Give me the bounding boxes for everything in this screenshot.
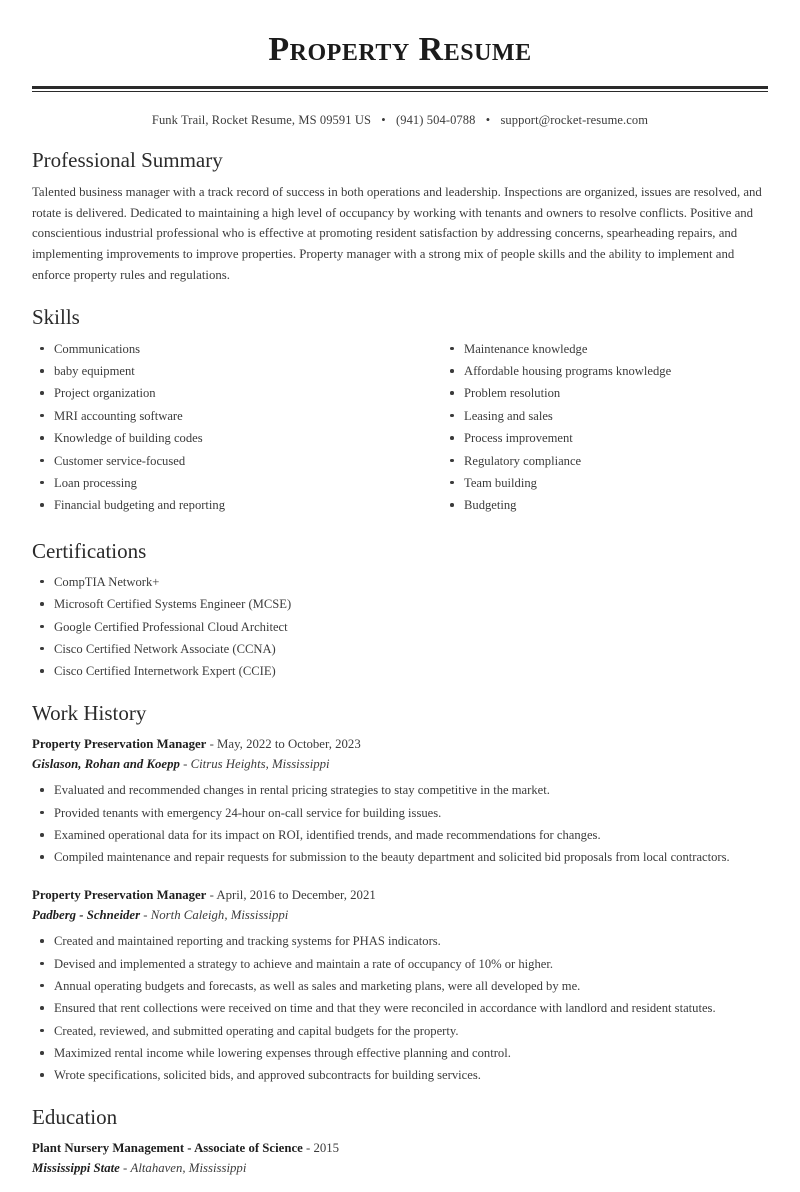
list-item: Microsoft Certified Systems Engineer (MCSE) bbox=[32, 595, 768, 613]
list-item: Created and maintained reporting and tracking systems for PHAS indicators. bbox=[32, 932, 768, 950]
skills-list-left bbox=[32, 340, 400, 515]
job-company-line bbox=[32, 755, 768, 774]
education-school: Mississippi State bbox=[32, 1161, 120, 1176]
section-heading-summary: Professional Summary bbox=[32, 147, 223, 172]
list-item: Google Certified Professional Cloud Architect bbox=[32, 618, 768, 636]
list-item: Wrote specifications, solicited bids, and approved subcontracts for building services. bbox=[32, 1066, 768, 1084]
list-item: Compiled maintenance and repair requests for submission to the beauty department and solicited bid proposals from local contractors. bbox=[32, 848, 768, 866]
section-heading-work-history: Work History bbox=[32, 700, 147, 725]
job-bullets bbox=[32, 932, 768, 1085]
job-bullets bbox=[32, 781, 768, 867]
certifications-list bbox=[32, 573, 768, 681]
list-item: Customer service-focused bbox=[32, 452, 400, 470]
resume-page bbox=[0, 32, 800, 1192]
summary-text: Talented business manager with a track record of success in both operations and leadership. Inspections are organized, issues are resolved, and rotate is delivered. Dedicated to maintaining a high level of occupancy by working with tenants and owners to resolve conflicts. Positive and conscientious industrial professional who is effective at promoting resident satisfaction by addressing concerns, spearheading repairs, and implementing improvements to improve properties. Property manager with a strong mix of people skills and the ability to implement and enforce property rules and regulations. bbox=[32, 184, 762, 282]
education-degree-line bbox=[32, 1139, 768, 1158]
list-item: Regulatory compliance bbox=[442, 452, 768, 470]
list-item: Evaluated and recommended changes in rental pricing strategies to stay competitive in the market. bbox=[32, 781, 768, 799]
section-work-history bbox=[32, 701, 768, 1085]
list-item: Budgeting bbox=[442, 496, 768, 514]
list-item: baby equipment bbox=[32, 362, 400, 380]
education-degree: Plant Nursery Management - Associate of Science bbox=[32, 1140, 303, 1155]
section-professional-summary bbox=[32, 148, 768, 286]
resume-title: Property Resume bbox=[268, 31, 532, 68]
contact-address: Funk Trail, Rocket Resume, MS 09591 US bbox=[151, 112, 372, 127]
job-location: Citrus Heights, Mississippi bbox=[190, 757, 330, 772]
education-year: 2015 bbox=[313, 1140, 340, 1155]
skills-column-right bbox=[400, 340, 768, 519]
list-item: CompTIA Network+ bbox=[32, 573, 768, 591]
list-item: Examined operational data for its impact on ROI, identified trends, and made recommendations for changes. bbox=[32, 826, 768, 844]
skills-column-left bbox=[32, 340, 400, 519]
work-history-entry bbox=[32, 886, 768, 1085]
list-item: Project organization bbox=[32, 384, 400, 402]
list-item: Cisco Certified Network Associate (CCNA) bbox=[32, 640, 768, 658]
job-company: Padberg - Schneider bbox=[32, 907, 141, 922]
job-company-dash: - bbox=[140, 907, 151, 922]
contact-line bbox=[32, 113, 768, 128]
contact-separator-2: • bbox=[485, 112, 491, 127]
job-title-line bbox=[32, 735, 768, 754]
list-item: Communications bbox=[32, 340, 400, 358]
list-item: Ensured that rent collections were received on time and that they were reconciled in accordance with landlord and resident statutes. bbox=[32, 999, 768, 1017]
job-company-line bbox=[32, 906, 768, 925]
job-title-dash: - bbox=[206, 887, 217, 902]
list-item: Maximized rental income while lowering expenses through effective planning and control. bbox=[32, 1044, 768, 1062]
list-item: Team building bbox=[442, 474, 768, 492]
skills-list-right bbox=[442, 340, 768, 515]
contact-phone: (941) 504-0788 bbox=[395, 112, 476, 127]
section-education bbox=[32, 1105, 768, 1179]
list-item: Maintenance knowledge bbox=[442, 340, 768, 358]
list-item: Annual operating budgets and forecasts, as well as sales and marketing plans, were all developed by me. bbox=[32, 977, 768, 995]
education-school-dash: - bbox=[119, 1161, 131, 1176]
list-item: Loan processing bbox=[32, 474, 400, 492]
list-item: Affordable housing programs knowledge bbox=[442, 362, 768, 380]
job-dates: May, 2022 to October, 2023 bbox=[217, 736, 361, 751]
skills-columns bbox=[32, 340, 768, 519]
header-divider bbox=[32, 86, 768, 92]
contact-separator-1: • bbox=[381, 112, 386, 127]
section-heading-certifications: Certifications bbox=[32, 538, 147, 563]
job-title-dash: - bbox=[206, 736, 218, 751]
education-school-line bbox=[32, 1159, 768, 1178]
list-item: Leasing and sales bbox=[442, 407, 768, 425]
list-item: Provided tenants with emergency 24-hour on-call service for building issues. bbox=[32, 804, 768, 822]
education-degree-dash: - bbox=[302, 1140, 314, 1155]
job-title: Property Preservation Manager bbox=[32, 736, 207, 751]
list-item: Devised and implemented a strategy to achieve and maintain a rate of occupancy of 10% or higher. bbox=[32, 955, 768, 973]
list-item: Process improvement bbox=[442, 429, 768, 447]
contact-email: support@rocket-resume.com bbox=[500, 112, 649, 127]
job-company-dash: - bbox=[179, 757, 191, 772]
section-skills bbox=[32, 305, 768, 518]
list-item: Cisco Certified Internetwork Expert (CCIE) bbox=[32, 662, 768, 680]
job-company: Gislason, Rohan and Koepp bbox=[32, 757, 180, 772]
section-heading-education: Education bbox=[32, 1104, 118, 1129]
job-title: Property Preservation Manager bbox=[32, 887, 207, 902]
list-item: Financial budgeting and reporting bbox=[32, 496, 400, 514]
list-item: Problem resolution bbox=[442, 384, 768, 402]
education-location: Altahaven, Mississippi bbox=[130, 1161, 247, 1176]
list-item: Knowledge of building codes bbox=[32, 429, 400, 447]
job-dates: April, 2016 to December, 2021 bbox=[216, 887, 376, 902]
job-title-line bbox=[32, 886, 768, 905]
section-certifications bbox=[32, 539, 768, 681]
work-history-entry bbox=[32, 735, 768, 867]
list-item: MRI accounting software bbox=[32, 407, 400, 425]
section-heading-skills: Skills bbox=[32, 305, 80, 330]
job-location: North Caleigh, Mississippi bbox=[150, 907, 289, 922]
education-entry bbox=[32, 1139, 768, 1178]
list-item: Created, reviewed, and submitted operating and capital budgets for the property. bbox=[32, 1022, 768, 1040]
